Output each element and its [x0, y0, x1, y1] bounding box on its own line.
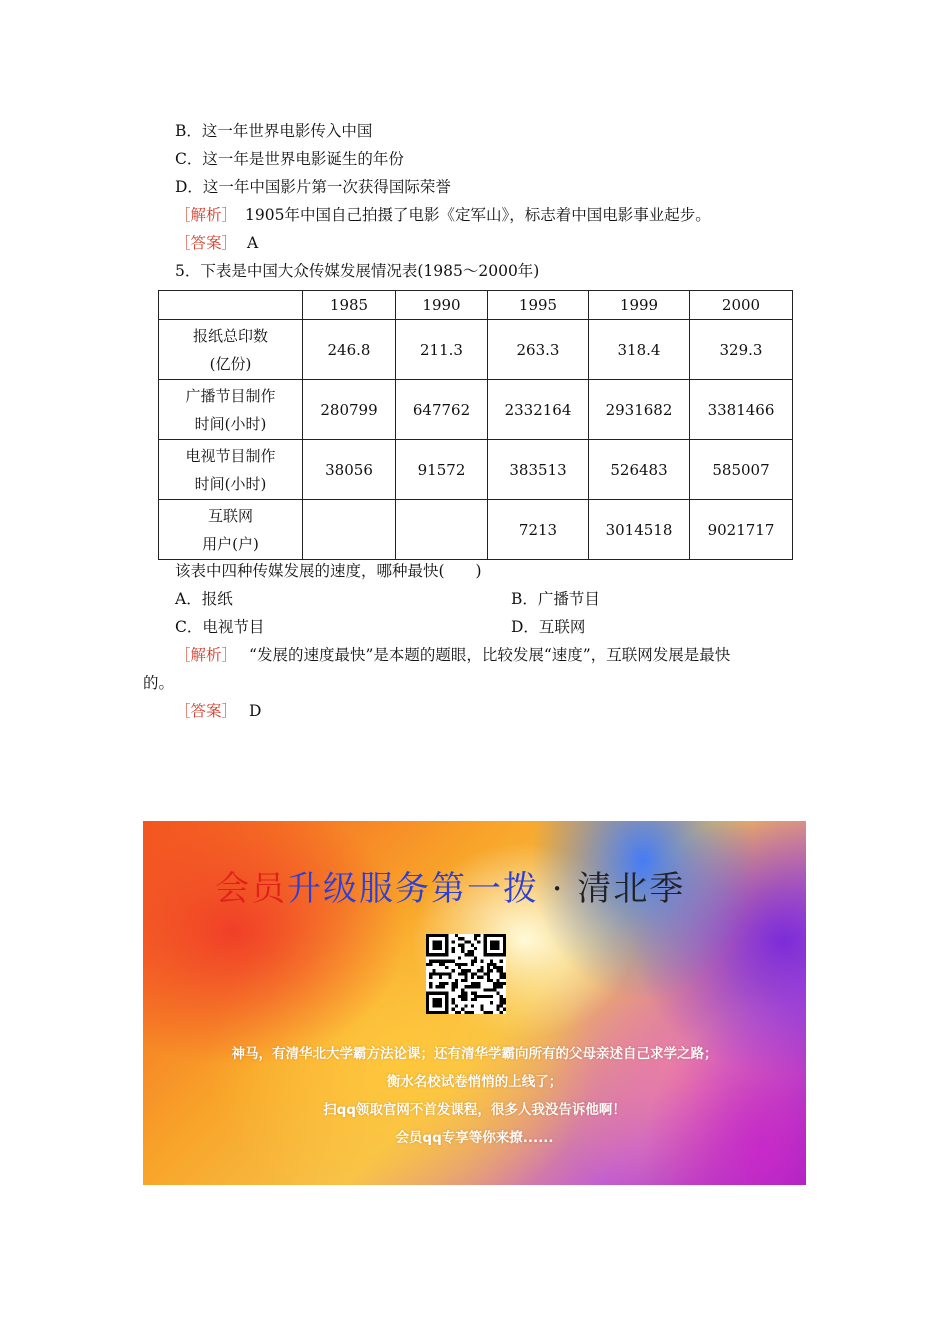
media-table [158, 290, 793, 560]
table-row [159, 440, 793, 500]
table-corner-cell [159, 291, 303, 320]
banner-message-4: 会员qq专享等你来撩...... [395, 1130, 554, 1146]
table-row [159, 500, 793, 560]
option-b-prev: B．这一年世界电影传入中国 [175, 122, 373, 140]
analysis-text: “发展的速度最快”是本题的题眼，比较发展“速度”，互联网发展是最快 [249, 646, 731, 664]
table-cell: 3014518 [589, 500, 690, 560]
q5-option-c: C．电视节目 [175, 618, 265, 636]
table-cell [303, 500, 396, 560]
table-cell: 211.3 [396, 320, 488, 380]
table-header-row [159, 291, 793, 320]
answer-text: A [247, 234, 259, 252]
year-header: 1990 [396, 291, 488, 320]
year-header: 1985 [303, 291, 396, 320]
q5-stem: 5．下表是中国大众传媒发展情况表(1985～2000年) [175, 262, 540, 280]
q5-analysis [175, 644, 730, 666]
table-cell: 526483 [589, 440, 690, 500]
qr-code-icon[interactable] [426, 934, 506, 1014]
table-cell: 38056 [303, 440, 396, 500]
table-cell: 647762 [396, 380, 488, 440]
table-cell: 91572 [396, 440, 488, 500]
q5-answer [175, 700, 261, 722]
q5-question: 该表中四种传媒发展的速度，哪种最快( ) [175, 562, 482, 580]
table-cell: 263.3 [488, 320, 589, 380]
row-label: 广播节目制作 时间(小时) [159, 380, 303, 440]
row-label: 互联网 用户(户) [159, 500, 303, 560]
table-cell: 329.3 [690, 320, 793, 380]
year-header: 2000 [690, 291, 793, 320]
table-row [159, 380, 793, 440]
q5-option-d: D．互联网 [511, 618, 586, 636]
table-cell: 2332164 [488, 380, 589, 440]
table-cell: 280799 [303, 380, 396, 440]
banner-title-part3: · 清北季 [539, 869, 686, 909]
q5-option-b: B．广播节目 [511, 590, 600, 608]
table-cell: 246.8 [303, 320, 396, 380]
analysis-tag: ［解析］ [175, 646, 238, 664]
banner-message-3: 扫qq领取官网不首发课程，很多人我没告诉他啊！ [323, 1102, 626, 1118]
q4-analysis [175, 204, 711, 226]
answer-tag: ［答案］ [175, 234, 238, 252]
banner-title-part1: 会员 [215, 869, 287, 909]
banner-title [215, 861, 685, 910]
answer-tag: ［答案］ [175, 702, 238, 720]
q4-answer [175, 232, 258, 254]
promo-banner[interactable] [143, 821, 806, 1185]
table-cell: 9021717 [690, 500, 793, 560]
table-cell: 318.4 [589, 320, 690, 380]
banner-message-1: 神马，有清华北大学霸方法论课；还有清华学霸向所有的父母亲述自己求学之路； [231, 1046, 718, 1062]
q5-analysis-cont: 的。 [143, 674, 175, 692]
answer-text: D [249, 702, 262, 720]
table-cell: 2931682 [589, 380, 690, 440]
option-d-prev: D．这一年中国影片第一次获得国际荣誉 [175, 178, 451, 196]
table-cell: 3381466 [690, 380, 793, 440]
row-label: 电视节目制作 时间(小时) [159, 440, 303, 500]
table-row [159, 320, 793, 380]
table-cell: 383513 [488, 440, 589, 500]
banner-message-2: 衡水名校试卷悄悄的上线了； [386, 1074, 563, 1090]
row-label: 报纸总印数 (亿份) [159, 320, 303, 380]
table-cell [396, 500, 488, 560]
table-cell: 585007 [690, 440, 793, 500]
year-header: 1999 [589, 291, 690, 320]
year-header: 1995 [488, 291, 589, 320]
banner-title-part2: 升级服务第一拨 [287, 869, 539, 909]
table-cell: 7213 [488, 500, 589, 560]
q5-option-a: A．报纸 [175, 590, 233, 608]
analysis-tag: ［解析］ [175, 206, 238, 224]
analysis-text: 1905年中国自己拍摄了电影《定军山》，标志着中国电影事业起步。 [245, 206, 711, 224]
option-c-prev: C．这一年是世界电影诞生的年份 [175, 150, 404, 168]
